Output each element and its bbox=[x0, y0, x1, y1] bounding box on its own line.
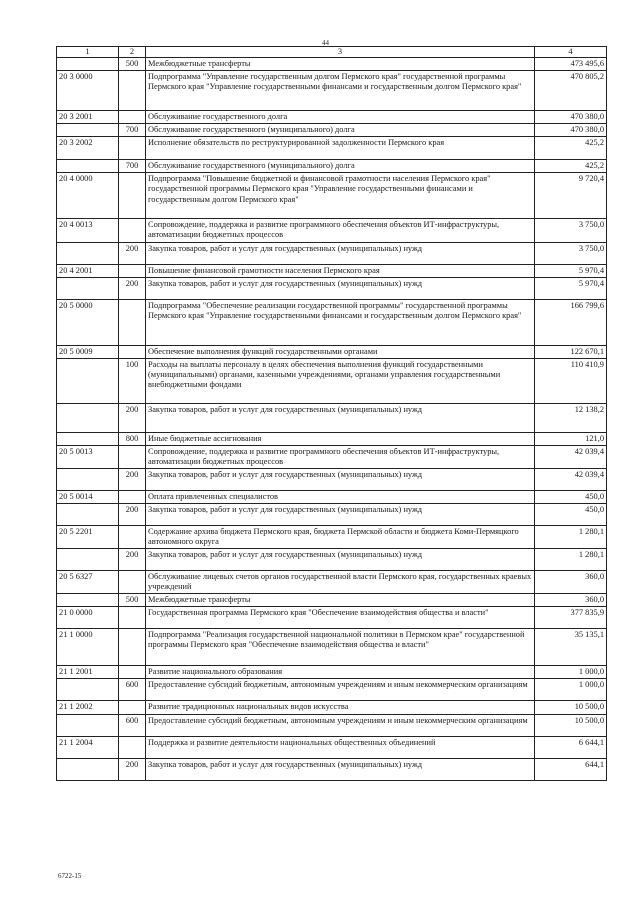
row-code: 20 5 0009 bbox=[57, 345, 119, 358]
row-code: 21 1 2001 bbox=[57, 666, 119, 679]
row-expense-type bbox=[119, 526, 146, 549]
table-row bbox=[57, 504, 607, 526]
row-code: 20 5 0014 bbox=[57, 490, 119, 503]
row-name: Предоставление субсидий бюджетным, автономным учреждениям и иным некоммерческим организациям bbox=[146, 679, 535, 701]
row-code bbox=[57, 124, 119, 137]
row-amount: 166 799,6 bbox=[535, 299, 607, 345]
row-name: Развитие национального образования bbox=[146, 666, 535, 679]
row-amount: 35 135,1 bbox=[535, 629, 607, 666]
row-code bbox=[57, 504, 119, 526]
row-expense-type: 200 bbox=[119, 504, 146, 526]
row-name: Развитие традиционных национальных видов искусства bbox=[146, 701, 535, 714]
table-row bbox=[57, 758, 607, 780]
column-header-4: 4 bbox=[535, 47, 607, 58]
row-amount: 360,0 bbox=[535, 571, 607, 594]
row-amount: 10 500,0 bbox=[535, 714, 607, 736]
table-row bbox=[57, 71, 607, 111]
row-expense-type: 200 bbox=[119, 468, 146, 490]
row-code bbox=[57, 549, 119, 571]
row-name: Подпрограмма "Управление государственным долгом Пермского края" государственной программы Пермского края "Управление государственными финансами и государственным долгом Пермского края" bbox=[146, 71, 535, 111]
row-code: 20 5 6327 bbox=[57, 571, 119, 594]
row-name: Закупка товаров, работ и услуг для государственных (муниципальных) нужд bbox=[146, 403, 535, 432]
row-name: Исполнение обязательств по реструктурированной задолженности Пермского края bbox=[146, 137, 535, 160]
row-code: 20 3 0000 bbox=[57, 71, 119, 111]
row-amount: 450,0 bbox=[535, 504, 607, 526]
table-row bbox=[57, 679, 607, 701]
row-code: 21 1 0000 bbox=[57, 629, 119, 666]
row-expense-type bbox=[119, 666, 146, 679]
column-header-3: 3 bbox=[146, 47, 535, 58]
row-amount: 1 000,0 bbox=[535, 679, 607, 701]
row-expense-type bbox=[119, 736, 146, 758]
column-header-1: 1 bbox=[57, 47, 119, 58]
row-code: 20 4 0013 bbox=[57, 219, 119, 242]
row-expense-type bbox=[119, 71, 146, 111]
table-row bbox=[57, 445, 607, 468]
row-name: Закупка товаров, работ и услуг для государственных (муниципальных) нужд bbox=[146, 504, 535, 526]
table-row bbox=[57, 594, 607, 607]
row-expense-type bbox=[119, 571, 146, 594]
row-expense-type bbox=[119, 629, 146, 666]
row-name: Повышение финансовой грамотности населения Пермского края bbox=[146, 264, 535, 277]
row-name: Предоставление субсидий бюджетным, автономным учреждениям и иным некоммерческим организациям bbox=[146, 714, 535, 736]
row-code: 21 1 2002 bbox=[57, 701, 119, 714]
budget-table bbox=[56, 46, 607, 781]
table-row bbox=[57, 277, 607, 299]
row-amount: 122 670,1 bbox=[535, 345, 607, 358]
row-amount: 6 644,1 bbox=[535, 736, 607, 758]
row-name: Обслуживание лицевых счетов органов государственной власти Пермского края, государственных краевых учреждений bbox=[146, 571, 535, 594]
row-amount: 470 380,0 bbox=[535, 111, 607, 124]
document-code: 6722-15 bbox=[58, 872, 82, 880]
table-row bbox=[57, 549, 607, 571]
row-amount: 1 280,1 bbox=[535, 526, 607, 549]
row-expense-type bbox=[119, 490, 146, 503]
row-amount: 5 970,4 bbox=[535, 277, 607, 299]
row-code bbox=[57, 277, 119, 299]
row-expense-type: 100 bbox=[119, 358, 146, 403]
row-amount: 425,2 bbox=[535, 160, 607, 173]
row-code bbox=[57, 403, 119, 432]
table-row bbox=[57, 264, 607, 277]
row-expense-type bbox=[119, 701, 146, 714]
table-row bbox=[57, 403, 607, 432]
row-name: Оплата привлеченных специалистов bbox=[146, 490, 535, 503]
row-expense-type: 700 bbox=[119, 160, 146, 173]
row-expense-type: 700 bbox=[119, 124, 146, 137]
row-expense-type bbox=[119, 173, 146, 219]
table-row bbox=[57, 607, 607, 629]
row-name: Закупка товаров, работ и услуг для государственных (муниципальных) нужд bbox=[146, 758, 535, 780]
row-name: Сопровождение, поддержка и развитие программного обеспечения объектов ИТ-инфраструктуры, автоматизации бюджетных процессов bbox=[146, 445, 535, 468]
row-expense-type: 600 bbox=[119, 714, 146, 736]
row-name: Подпрограмма "Повышение бюджетной и финансовой грамотности населения Пермского края" государственной программы Пермского края "Управление государственными финансами и государственным долгом Пермского края" bbox=[146, 173, 535, 219]
row-expense-type bbox=[119, 607, 146, 629]
table-row bbox=[57, 219, 607, 242]
row-expense-type: 200 bbox=[119, 403, 146, 432]
table-row bbox=[57, 701, 607, 714]
row-code: 20 5 0013 bbox=[57, 445, 119, 468]
row-amount: 12 138,2 bbox=[535, 403, 607, 432]
row-amount: 5 970,4 bbox=[535, 264, 607, 277]
table-row bbox=[57, 490, 607, 503]
row-code: 20 3 2001 bbox=[57, 111, 119, 124]
row-name: Государственная программа Пермского края "Обеспечение взаимодействия общества и власти" bbox=[146, 607, 535, 629]
table-row bbox=[57, 526, 607, 549]
row-name: Закупка товаров, работ и услуг для государственных (муниципальных) нужд bbox=[146, 549, 535, 571]
row-amount: 3 750,0 bbox=[535, 219, 607, 242]
row-code: 20 5 2201 bbox=[57, 526, 119, 549]
row-code bbox=[57, 594, 119, 607]
table-row bbox=[57, 173, 607, 219]
row-amount: 1 280,1 bbox=[535, 549, 607, 571]
row-name: Подпрограмма "Реализация государственной национальной политики в Пермском крае" государственной программы Пермского края "Обеспечение взаимодействия общества и власти" bbox=[146, 629, 535, 666]
table-row bbox=[57, 358, 607, 403]
table-row bbox=[57, 571, 607, 594]
row-expense-type: 600 bbox=[119, 679, 146, 701]
row-code: 20 5 0000 bbox=[57, 299, 119, 345]
row-amount: 644,1 bbox=[535, 758, 607, 780]
row-name: Обслуживание государственного (муниципального) долга bbox=[146, 160, 535, 173]
table-row bbox=[57, 160, 607, 173]
row-expense-type bbox=[119, 445, 146, 468]
table-row bbox=[57, 137, 607, 160]
row-code bbox=[57, 58, 119, 71]
row-code: 20 4 0000 bbox=[57, 173, 119, 219]
row-amount: 377 835,9 bbox=[535, 607, 607, 629]
row-code: 20 3 2002 bbox=[57, 137, 119, 160]
row-name: Подпрограмма "Обеспечение реализации государственной программы" государственной программы Пермского края "Управление государственными финансами и государственным долгом Пермского края" bbox=[146, 299, 535, 345]
row-code bbox=[57, 714, 119, 736]
row-name: Иные бюджетные ассигнования bbox=[146, 432, 535, 445]
table-row bbox=[57, 345, 607, 358]
row-name: Обеспечение выполнения функций государственными органами bbox=[146, 345, 535, 358]
row-amount: 10 500,0 bbox=[535, 701, 607, 714]
row-name: Закупка товаров, работ и услуг для государственных (муниципальных) нужд bbox=[146, 242, 535, 264]
row-expense-type bbox=[119, 137, 146, 160]
table-header-row bbox=[57, 47, 607, 58]
row-expense-type: 500 bbox=[119, 58, 146, 71]
table-row bbox=[57, 714, 607, 736]
row-code: 21 1 2004 bbox=[57, 736, 119, 758]
row-code bbox=[57, 758, 119, 780]
row-name: Обслуживание государственного (муниципального) долга bbox=[146, 124, 535, 137]
table-row bbox=[57, 58, 607, 71]
row-code bbox=[57, 679, 119, 701]
row-name: Сопровождение, поддержка и развитие программного обеспечения объектов ИТ-инфраструктуры, автоматизации бюджетных процессов bbox=[146, 219, 535, 242]
row-amount: 425,2 bbox=[535, 137, 607, 160]
row-amount: 3 750,0 bbox=[535, 242, 607, 264]
row-expense-type bbox=[119, 111, 146, 124]
table-row bbox=[57, 666, 607, 679]
row-amount: 473 495,6 bbox=[535, 58, 607, 71]
page-number: 44 bbox=[322, 39, 329, 47]
row-name: Закупка товаров, работ и услуг для государственных (муниципальных) нужд bbox=[146, 277, 535, 299]
row-amount: 470 380,0 bbox=[535, 124, 607, 137]
row-name: Межбюджетные трансферты bbox=[146, 58, 535, 71]
row-amount: 42 039,4 bbox=[535, 468, 607, 490]
row-amount: 42 039,4 bbox=[535, 445, 607, 468]
row-code: 20 4 2001 bbox=[57, 264, 119, 277]
row-code bbox=[57, 358, 119, 403]
table-row bbox=[57, 629, 607, 666]
row-code bbox=[57, 160, 119, 173]
row-code: 21 0 0000 bbox=[57, 607, 119, 629]
row-expense-type bbox=[119, 345, 146, 358]
table-row bbox=[57, 124, 607, 137]
row-expense-type: 800 bbox=[119, 432, 146, 445]
row-amount: 1 000,0 bbox=[535, 666, 607, 679]
row-amount: 9 720,4 bbox=[535, 173, 607, 219]
row-code bbox=[57, 242, 119, 264]
row-amount: 470 805,2 bbox=[535, 71, 607, 111]
row-name: Содержание архива бюджета Пермского края, бюджета Пермской области и бюджета Коми-Пермяцкого автономного округа bbox=[146, 526, 535, 549]
row-code bbox=[57, 432, 119, 445]
row-expense-type bbox=[119, 299, 146, 345]
row-amount: 450,0 bbox=[535, 490, 607, 503]
table-row bbox=[57, 736, 607, 758]
column-header-2: 2 bbox=[119, 47, 146, 58]
row-code bbox=[57, 468, 119, 490]
row-amount: 360,0 bbox=[535, 594, 607, 607]
row-expense-type: 200 bbox=[119, 277, 146, 299]
row-name: Обслуживание государственного долга bbox=[146, 111, 535, 124]
row-amount: 110 410,9 bbox=[535, 358, 607, 403]
table-row bbox=[57, 468, 607, 490]
table-row bbox=[57, 299, 607, 345]
table-row bbox=[57, 432, 607, 445]
row-name: Закупка товаров, работ и услуг для государственных (муниципальных) нужд bbox=[146, 468, 535, 490]
row-expense-type: 200 bbox=[119, 242, 146, 264]
row-name: Межбюджетные трансферты bbox=[146, 594, 535, 607]
table-row bbox=[57, 242, 607, 264]
row-name: Расходы на выплаты персоналу в целях обеспечения выполнения функций государственными (муниципальными) органами, казенными учреждениями, органами управления государственными внебюджетными фондами bbox=[146, 358, 535, 403]
row-name: Поддержка и развитие деятельности национальных общественных объединений bbox=[146, 736, 535, 758]
row-amount: 121,0 bbox=[535, 432, 607, 445]
row-expense-type: 200 bbox=[119, 758, 146, 780]
table-row bbox=[57, 111, 607, 124]
row-expense-type bbox=[119, 264, 146, 277]
row-expense-type bbox=[119, 219, 146, 242]
row-expense-type: 500 bbox=[119, 594, 146, 607]
row-expense-type: 200 bbox=[119, 549, 146, 571]
